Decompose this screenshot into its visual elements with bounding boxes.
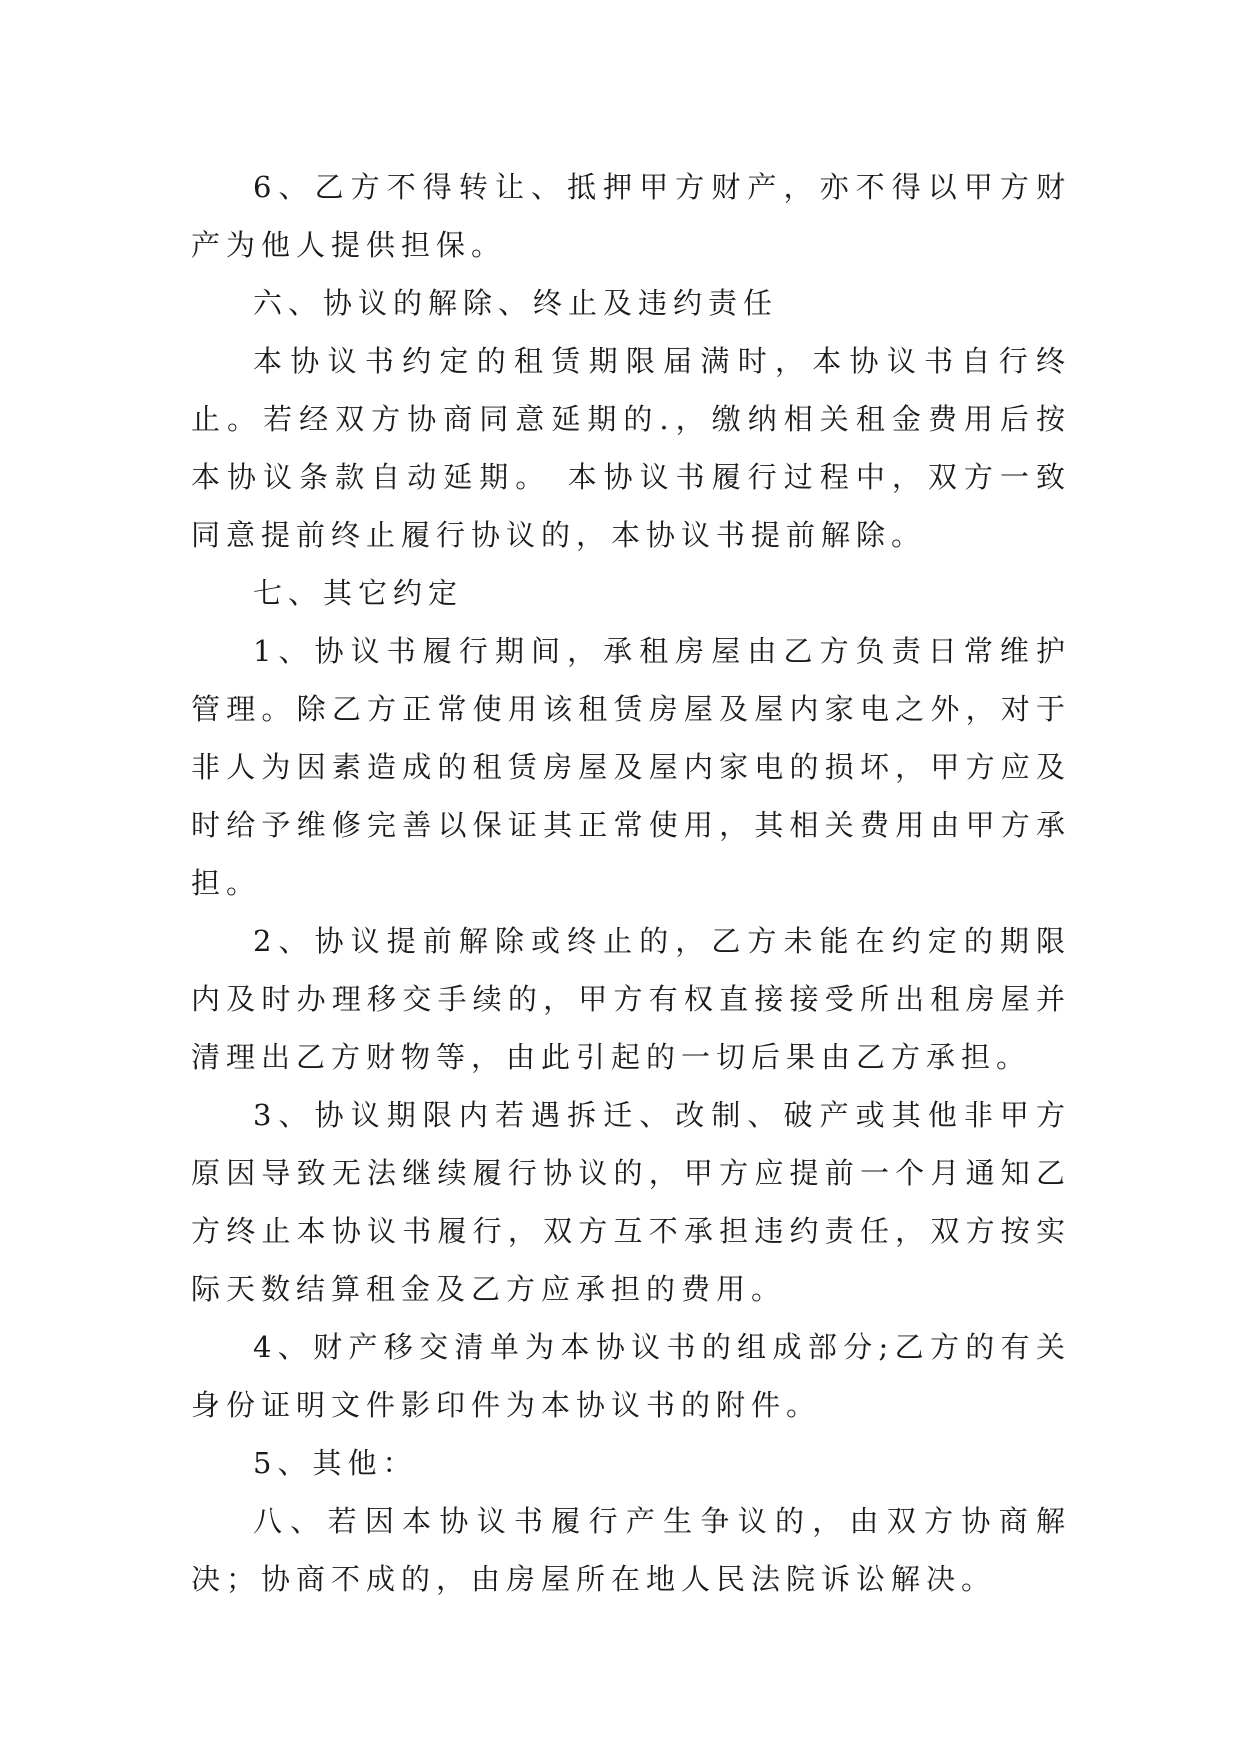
clause-3-force-majeure: 3、协议期限内若遇拆迁、改制、破产或其他非甲方原因导致无法继续履行协议的，甲方应提前一个月通知乙方终止本协议书履行，双方互不承担违约责任，双方按实际天数结算租金及乙方应承担的费用。 xyxy=(191,1098,1071,1306)
section-heading-termination: 六、协议的解除、终止及违约责任 xyxy=(253,286,779,320)
clause-6-no-transfer: 6、乙方不得转让、抵押甲方财产，亦不得以甲方财产为他人提供担保。 xyxy=(191,170,1071,262)
document-body xyxy=(191,158,1071,1608)
clause-4-attachments: 4、财产移交清单为本协议书的组成部分;乙方的有关身份证明文件影印件为本协议书的附件。 xyxy=(191,1330,1071,1422)
clause-term-expiry: 本协议书约定的租赁期限届满时，本协议书自行终止。若经双方协商同意延期的.，缴纳相关租金费用后按本协议条款自动延期。 本协议书履行过程中，双方一致同意提前终止履行协议的，本协议书提前解除。 xyxy=(191,344,1071,552)
clause-5-other: 5、其他： xyxy=(253,1446,418,1480)
clause-2-early-termination: 2、协议提前解除或终止的，乙方未能在约定的期限内及时办理移交手续的，甲方有权直接接受所出租房屋并清理出乙方财物等，由此引起的一切后果由乙方承担。 xyxy=(191,924,1071,1074)
section-heading-other-agreements: 七、其它约定 xyxy=(253,576,464,610)
section-heading-dispute-resolution: 八、若因本协议书履行产生争议的，由双方协商解决；协商不成的，由房屋所在地人民法院诉讼解决。 xyxy=(191,1504,1071,1596)
clause-1-maintenance: 1、协议书履行期间，承租房屋由乙方负责日常维护管理。除乙方正常使用该租赁房屋及屋内家电之外，对于非人为因素造成的租赁房屋及屋内家电的损坏，甲方应及时给予维修完善以保证其正常使用，其相关费用由甲方承担。 xyxy=(191,634,1071,900)
